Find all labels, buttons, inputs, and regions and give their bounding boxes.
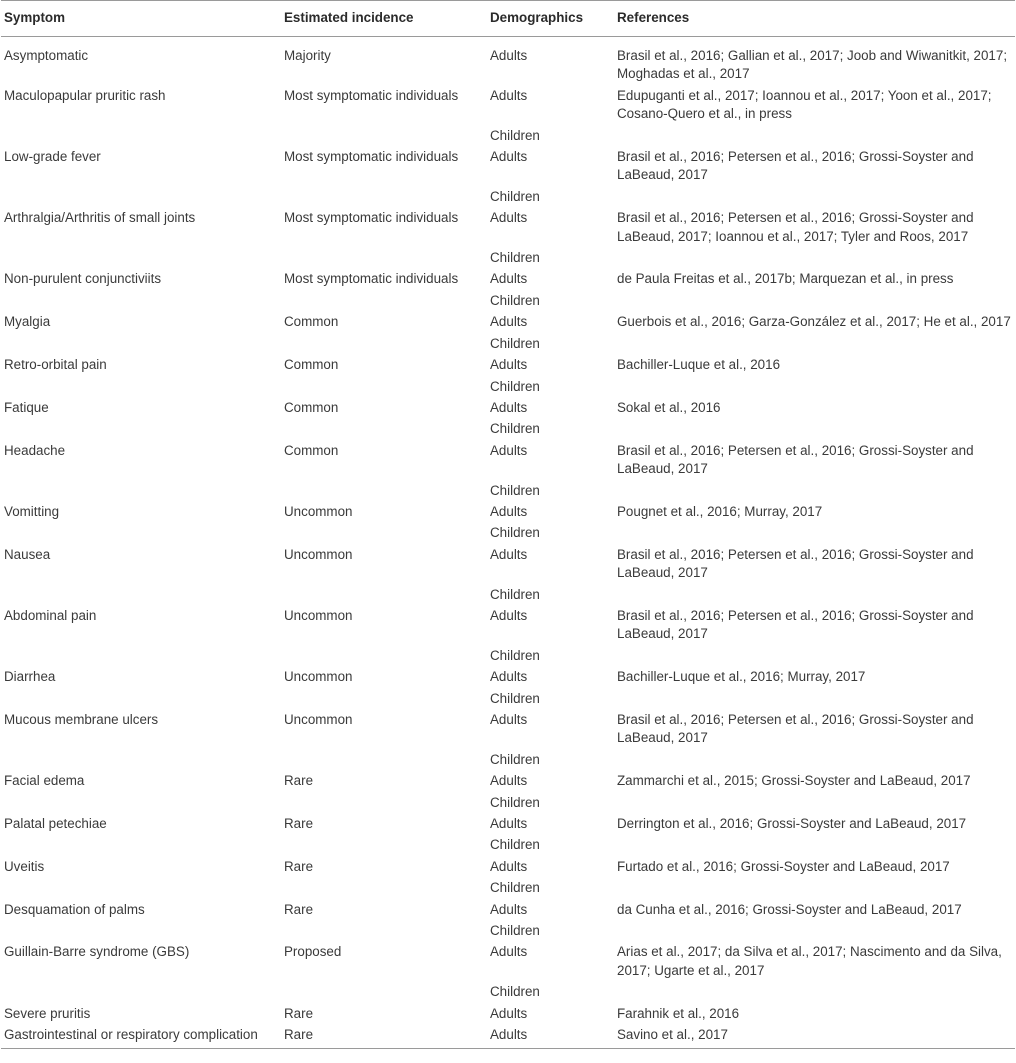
references-cell: Furtado et al., 2016; Grossi-Soyster and LaBeaud, 2017: [617, 858, 950, 874]
demographics-cell: Adults: [490, 712, 528, 727]
symptom-cell: Palatal petechiae: [4, 816, 107, 832]
symptom-cell: [1, 289, 281, 310]
table-row: [1, 665, 1015, 686]
references-cell: [614, 246, 1015, 267]
references-cell: da Cunha et al., 2016; Grossi-Soyster and LaBeaud, 2017: [617, 901, 962, 917]
symptom-cell: Myalgia: [4, 314, 51, 330]
symptom-cell: [1, 748, 281, 769]
symptom-cell: [1, 417, 281, 438]
table-row: [1, 919, 1015, 940]
demographics-cell: Children: [490, 335, 540, 351]
table-row: [1, 332, 1015, 353]
symptom-cell: [1, 375, 281, 396]
incidence-cell: Uncommon: [284, 669, 353, 685]
demographics-cell: Adults: [490, 48, 528, 63]
references-cell: Brasil et al., 2016; Petersen et al., 2016; Grossi-Soyster and LaBeaud, 2017: [617, 607, 974, 642]
symptom-cell: Abdominal pain: [4, 607, 97, 623]
table-row: [1, 812, 1015, 833]
symptom-cell: Desquamation of palms: [4, 901, 145, 917]
references-cell: Edupuganti et al., 2017; Ioannou et al., 2017; Yoon et al., 2017; Cosano-Quero et al., in press: [617, 87, 992, 122]
table-row: [1, 500, 1015, 521]
symptom-cell: [1, 833, 281, 854]
references-cell: [614, 748, 1015, 769]
table-row: [1, 604, 1015, 644]
symptom-cell: [1, 583, 281, 604]
symptom-cell: Facial edema: [4, 773, 85, 789]
references-cell: [614, 980, 1015, 1001]
table-row: [1, 855, 1015, 876]
symptom-cell: Retro-orbital pain: [4, 357, 107, 373]
table-row: [1, 246, 1015, 267]
symptom-cell: Asymptomatic: [4, 48, 89, 63]
references-cell: de Paula Freitas et al., 2017b; Marquezan et al., in press: [617, 271, 954, 287]
demographics-cell: Children: [490, 690, 540, 706]
demographics-cell: Adults: [490, 271, 528, 287]
references-cell: Savino et al., 2017: [614, 1023, 1015, 1048]
symptom-cell: [1, 980, 281, 1001]
incidence-cell: Uncommon: [284, 607, 353, 623]
table-row: [1, 396, 1015, 417]
demographics-cell: Adults: [490, 858, 528, 874]
table-row: [1, 940, 1015, 980]
demographics-cell: Children: [490, 586, 540, 602]
incidence-cell: Rare: [284, 858, 314, 874]
table-row: [1, 289, 1015, 310]
references-cell: Brasil et al., 2016; Petersen et al., 2016; Grossi-Soyster and LaBeaud, 2017: [617, 546, 974, 581]
symptom-cell: [1, 521, 281, 542]
references-cell: Farahnik et al., 2016: [617, 1005, 740, 1021]
incidence-cell: [281, 748, 487, 769]
incidence-cell: [281, 246, 487, 267]
symptom-cell: Headache: [4, 442, 66, 458]
references-cell: [614, 687, 1015, 708]
references-cell: [614, 479, 1015, 500]
incidence-cell: [281, 124, 487, 145]
references-cell: [614, 375, 1015, 396]
symptom-cell: Guillain-Barre syndrome (GBS): [4, 944, 190, 960]
demographics-cell: Adults: [490, 314, 528, 330]
references-cell: [614, 521, 1015, 542]
demographics-cell: Adults: [490, 1005, 528, 1021]
table-row: [1, 310, 1015, 331]
references-cell: [614, 644, 1015, 665]
incidence-cell: [281, 583, 487, 604]
incidence-cell: Uncommon: [284, 503, 353, 519]
symptom-cell: Low-grade fever: [4, 149, 101, 165]
table-row: [1, 1023, 1015, 1048]
references-cell: [614, 289, 1015, 310]
incidence-cell: Most symptomatic individuals: [284, 271, 459, 287]
references-cell: Guerbois et al., 2016; Garza-González et al., 2017; He et al., 2017: [617, 314, 1011, 330]
incidence-cell: Rare: [284, 1005, 314, 1021]
incidence-cell: [281, 417, 487, 438]
symptom-cell: [1, 479, 281, 500]
incidence-cell: Common: [284, 442, 339, 458]
references-cell: [614, 919, 1015, 940]
symptom-cell: [1, 332, 281, 353]
demographics-cell: Children: [490, 794, 540, 810]
symptom-cell: [1, 185, 281, 206]
table-row: [1, 84, 1015, 124]
header-references: References: [614, 1, 1015, 37]
incidence-cell: [281, 185, 487, 206]
symptom-cell: Gastrointestinal or respiratory complication: [1, 1023, 281, 1048]
references-cell: Derrington et al., 2016; Grossi-Soyster and LaBeaud, 2017: [617, 816, 967, 832]
incidence-cell: [281, 521, 487, 542]
table-row: [1, 185, 1015, 206]
demographics-cell: Children: [490, 482, 540, 498]
table-row: [1, 644, 1015, 665]
incidence-cell: Common: [284, 357, 339, 373]
symptom-cell: [1, 246, 281, 267]
demographics-cell: Children: [490, 984, 540, 1000]
incidence-cell: [281, 791, 487, 812]
incidence-cell: Uncommon: [284, 546, 353, 562]
header-row: [1, 1, 1015, 37]
table-row: [1, 769, 1015, 790]
references-cell: [614, 185, 1015, 206]
table-row: [1, 37, 1015, 84]
table-row: [1, 206, 1015, 246]
symptom-cell: Nausea: [4, 546, 51, 562]
symptom-table: [1, 0, 1015, 1049]
references-cell: [614, 791, 1015, 812]
demographics-cell: Children: [490, 292, 540, 308]
demographics-cell: Adults: [490, 944, 528, 960]
symptom-cell: Arthralgia/Arthritis of small joints: [4, 210, 196, 226]
symptom-cell: Maculopapular pruritic rash: [4, 87, 166, 103]
references-cell: Brasil et al., 2016; Petersen et al., 2016; Grossi-Soyster and LaBeaud, 2017: [617, 442, 974, 477]
table-row: [1, 583, 1015, 604]
demographics-cell: Adults: [490, 357, 528, 373]
incidence-cell: Rare: [284, 816, 314, 832]
demographics-cell: Children: [490, 923, 540, 939]
demographics-cell: Adults: [490, 503, 528, 519]
table-body: [1, 37, 1015, 1049]
symptom-cell: Non-purulent conjunctiviits: [4, 271, 162, 287]
references-cell: [614, 332, 1015, 353]
table-row: [1, 543, 1015, 583]
references-cell: Brasil et al., 2016; Petersen et al., 2016; Grossi-Soyster and LaBeaud, 2017: [617, 712, 974, 746]
references-cell: [614, 876, 1015, 897]
table-row: [1, 124, 1015, 145]
symptom-cell: Uveitis: [4, 858, 45, 874]
symptom-cell: [1, 876, 281, 897]
symptom-cell: [1, 124, 281, 145]
references-cell: [614, 417, 1015, 438]
demographics-cell: Adults: [490, 149, 528, 165]
incidence-cell: Rare: [284, 773, 314, 789]
demographics-cell: Adults: [490, 87, 528, 103]
table-row: [1, 353, 1015, 374]
table-row: [1, 375, 1015, 396]
incidence-cell: [281, 876, 487, 897]
demographics-cell: Children: [490, 421, 540, 437]
incidence-cell: Common: [284, 399, 339, 415]
table-row: [1, 833, 1015, 854]
incidence-cell: [281, 833, 487, 854]
incidence-cell: [281, 919, 487, 940]
demographics-cell: Adults: [490, 607, 528, 623]
demographics-cell: Adults: [490, 669, 528, 685]
demographics-cell: Children: [490, 647, 540, 663]
table-row: [1, 521, 1015, 542]
demographics-cell: Adults: [490, 901, 528, 917]
references-cell: Pougnet et al., 2016; Murray, 2017: [617, 503, 823, 519]
references-cell: [614, 833, 1015, 854]
demographics-cell: Adults: [490, 210, 528, 226]
references-cell: Brasil et al., 2016; Petersen et al., 2016; Grossi-Soyster and LaBeaud, 2017: [617, 149, 974, 183]
incidence-cell: Proposed: [284, 944, 342, 960]
header-symptom: Symptom: [1, 1, 281, 37]
incidence-cell: Rare: [281, 1023, 487, 1048]
table-row: [1, 267, 1015, 288]
references-cell: Zammarchi et al., 2015; Grossi-Soyster and LaBeaud, 2017: [617, 773, 971, 789]
references-cell: [614, 124, 1015, 145]
incidence-cell: Most symptomatic individuals: [284, 149, 459, 165]
table-row: [1, 980, 1015, 1001]
table-row: [1, 417, 1015, 438]
demographics-cell: Adults: [490, 773, 528, 789]
demographics-cell: Adults: [490, 399, 528, 415]
references-cell: Brasil et al., 2016; Petersen et al., 2016; Grossi-Soyster and LaBeaud, 2017; Ioannou et al., 2017; Tyler and Roos, 2017: [617, 210, 974, 244]
references-cell: Brasil et al., 2016; Gallian et al., 2017; Joob and Wiwanitkit, 2017; Moghadas et al., 2017: [617, 48, 1008, 82]
table-row: [1, 687, 1015, 708]
demographics-cell: Children: [490, 188, 540, 204]
header-incidence: Estimated incidence: [281, 1, 487, 37]
incidence-cell: Rare: [284, 901, 314, 917]
demographics-cell: Adults: [490, 442, 528, 458]
references-cell: Sokal et al., 2016: [617, 399, 721, 415]
table-row: [1, 791, 1015, 812]
demographics-cell: Adults: [487, 1023, 614, 1048]
demographics-cell: Adults: [490, 546, 528, 562]
incidence-cell: [281, 289, 487, 310]
symptom-cell: Fatique: [4, 399, 49, 415]
table-row: [1, 439, 1015, 479]
demographics-cell: Children: [490, 378, 540, 394]
references-cell: Arias et al., 2017; da Silva et al., 2017; Nascimento and da Silva, 2017; Ugarte et al., 2017: [617, 944, 1002, 978]
table-row: [1, 479, 1015, 500]
symptom-cell: Mucous membrane ulcers: [4, 712, 159, 727]
symptom-cell: [1, 687, 281, 708]
incidence-cell: Common: [284, 314, 339, 330]
incidence-cell: [281, 644, 487, 665]
incidence-cell: Most symptomatic individuals: [284, 210, 459, 226]
incidence-cell: [281, 687, 487, 708]
incidence-cell: Most symptomatic individuals: [284, 87, 459, 103]
demographics-cell: Children: [490, 837, 540, 853]
symptom-cell: Diarrhea: [4, 669, 56, 685]
symptom-cell: Vomitting: [4, 503, 60, 519]
table-row: [1, 876, 1015, 897]
symptom-cell: Severe pruritis: [4, 1005, 91, 1021]
symptom-cell: [1, 644, 281, 665]
table-row: [1, 708, 1015, 748]
incidence-cell: [281, 332, 487, 353]
incidence-cell: Uncommon: [284, 712, 353, 727]
references-cell: Bachiller-Luque et al., 2016; Murray, 2017: [617, 669, 866, 685]
demographics-cell: Children: [490, 880, 540, 896]
incidence-cell: [281, 980, 487, 1001]
references-cell: [614, 583, 1015, 604]
incidence-cell: [281, 479, 487, 500]
header-demographics: Demographics: [487, 1, 614, 37]
table-row: [1, 748, 1015, 769]
references-cell: Bachiller-Luque et al., 2016: [617, 357, 781, 373]
demographics-cell: Children: [490, 751, 540, 767]
demographics-cell: Children: [490, 250, 540, 266]
incidence-cell: [281, 375, 487, 396]
table-row: [1, 1002, 1015, 1023]
symptom-cell: [1, 919, 281, 940]
table-row: [1, 145, 1015, 185]
incidence-cell: Majority: [284, 48, 331, 63]
demographics-cell: Children: [490, 525, 540, 541]
symptom-cell: [1, 791, 281, 812]
demographics-cell: Children: [490, 127, 540, 143]
table-row: [1, 898, 1015, 919]
demographics-cell: Adults: [490, 816, 528, 832]
